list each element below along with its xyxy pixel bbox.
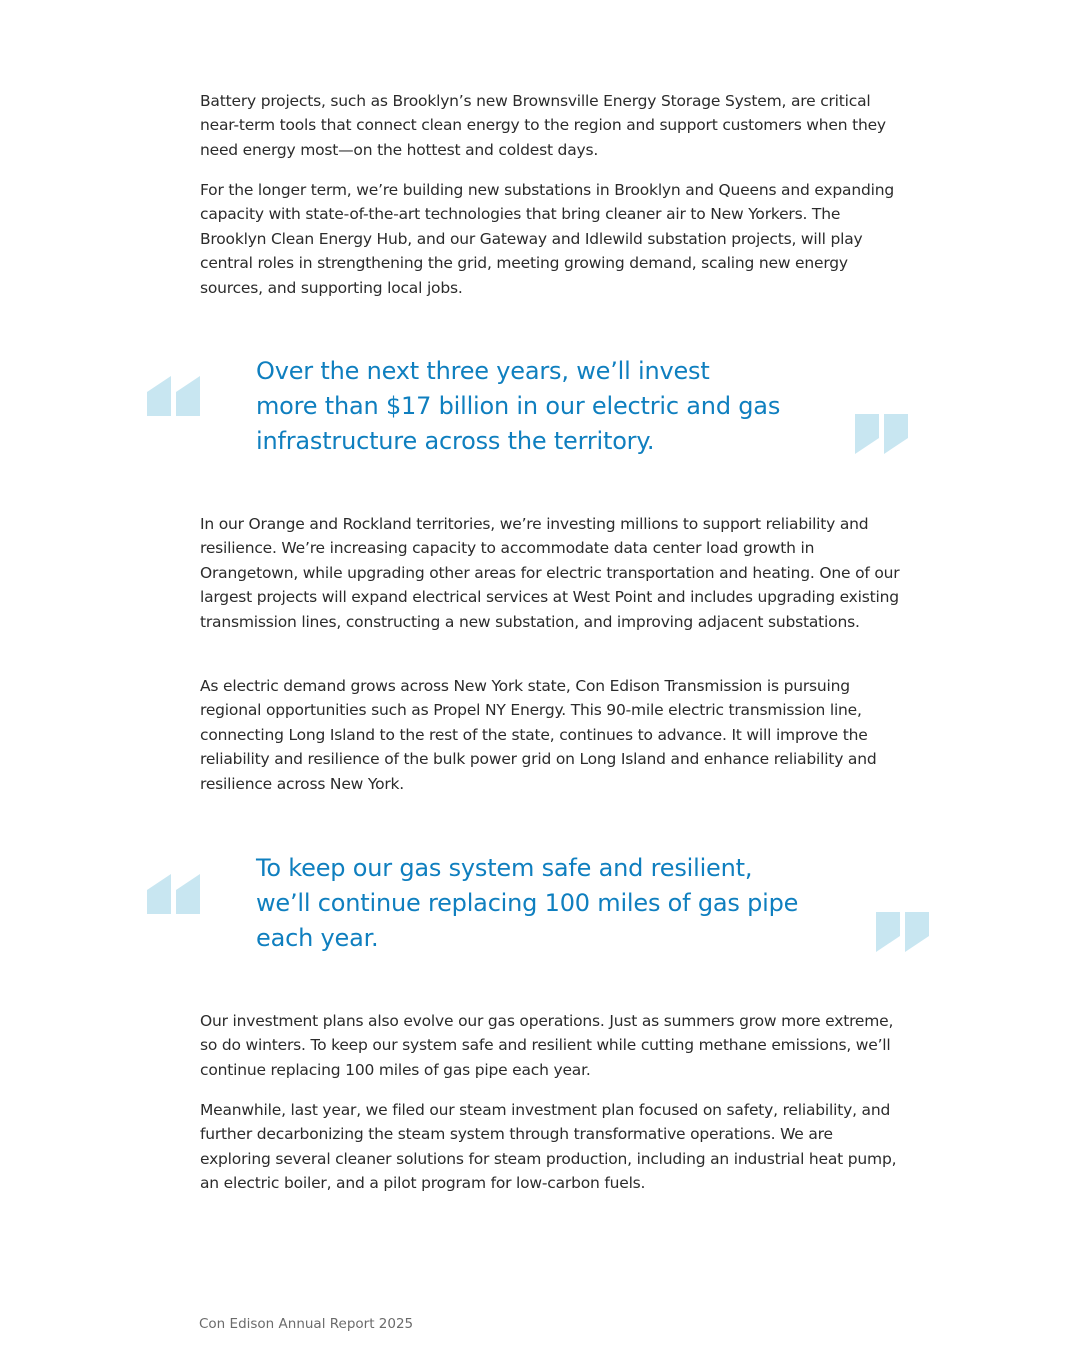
pull-quote-line: To keep our gas system safe and resilient, xyxy=(256,854,753,882)
paragraph-battery-projects: Battery projects, such as Brooklyn’s new Brownsville Energy Storage System, are critical near-term tools that connect clean energy to the region and support customers when they need energy most—on the hottest and coldest days. xyxy=(200,92,886,159)
pull-quote-line: infrastructure across the territory. xyxy=(256,427,655,455)
paragraph-substations: For the longer term, we’re building new substations in Brooklyn and Queens and expanding capacity with state-of-the-art technologies that bring cleaner air to New Yorkers. The Brooklyn Clean Energy Hub, and our Gateway and Idlewild substation projects, will play central roles in strengthening the grid, meeting growing demand, scaling new energy sources, and supporting local jobs. xyxy=(200,181,894,297)
open-quote-icon xyxy=(147,376,201,416)
open-quote-icon xyxy=(147,874,201,914)
pull-quote-investment xyxy=(256,354,780,459)
paragraph-orange-rockland: In our Orange and Rockland territories, we’re investing millions to support reliability and resilience. We’re increasing capacity to accommodate data center load growth in Orangetown, while upgrading other areas for electric transportation and heating. One of our largest projects will expand electrical services at West Point and includes upgrading existing transmission lines, constructing a new substation, and improving adjacent substations. xyxy=(200,515,900,631)
paragraph-gas-operations: Our investment plans also evolve our gas operations. Just as summers grow more extreme, so do winters. To keep our system safe and resilient while cutting methane emissions, we’ll continue replacing 100 miles of gas pipe each year. xyxy=(200,1012,894,1079)
pull-quote-line: more than $17 billion in our electric and gas xyxy=(256,392,781,420)
paragraph-transmission: As electric demand grows across New York state, Con Edison Transmission is pursuing regional opportunities such as Propel NY Energy. This 90-mile electric transmission line, connecting Long Island to the rest of the state, continues to advance. It will improve the reliability and resilience of the bulk power grid on Long Island and enhance reliability and resilience across New York. xyxy=(200,677,877,793)
pull-quote-line: Over the next three years, we’ll invest xyxy=(256,357,710,385)
pull-quote-gas-pipe xyxy=(256,851,798,956)
pull-quote-line: we’ll continue replacing 100 miles of gas pipe xyxy=(256,889,799,917)
close-quote-icon xyxy=(855,414,909,454)
paragraph-steam-plan: Meanwhile, last year, we filed our steam investment plan focused on safety, reliability, and further decarbonizing the steam system through transformative operations. We are exploring several cleaner solutions for steam production, including an industrial heat pump, an electric boiler, and a pilot program for low-carbon fuels. xyxy=(200,1101,897,1193)
close-quote-icon xyxy=(876,912,930,952)
page-footer: Con Edison Annual Report 2025 xyxy=(199,1316,414,1332)
pull-quote-line: each year. xyxy=(256,924,379,952)
